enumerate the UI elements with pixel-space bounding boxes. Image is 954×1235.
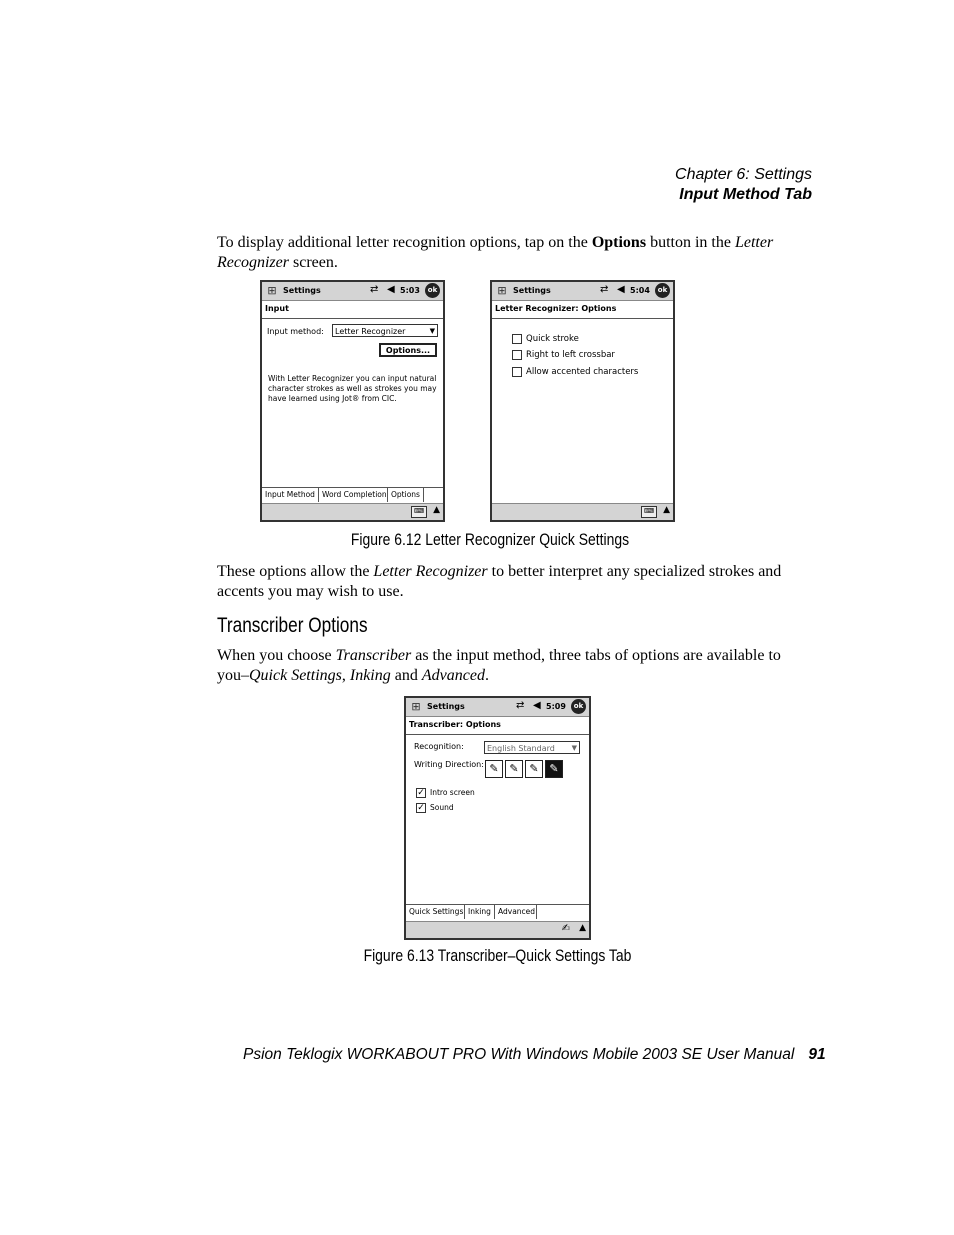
divider bbox=[492, 318, 673, 319]
body-paragraph: These options allow the Letter Recognizer to better interpret any specialized strokes and accents you may wish to use. bbox=[217, 563, 782, 600]
write-direction-1-icon[interactable]: ✎ bbox=[485, 760, 503, 778]
keyboard-icon[interactable]: ⌨ bbox=[641, 506, 657, 518]
title-text: Settings bbox=[513, 286, 551, 295]
dropdown-arrow-icon: ▼ bbox=[429, 327, 435, 335]
ok-button[interactable]: ok bbox=[571, 699, 586, 714]
clock: 5:04 bbox=[630, 286, 650, 295]
quick-stroke-label: Quick stroke bbox=[526, 334, 579, 344]
divider bbox=[262, 318, 443, 319]
connectivity-icon: ⇄ bbox=[370, 284, 379, 295]
connectivity-icon: ⇄ bbox=[516, 700, 525, 711]
right-to-left-crossbar-label: Right to left crossbar bbox=[526, 350, 615, 360]
options-button[interactable]: Options... bbox=[379, 343, 437, 357]
input-panel-arrow-icon[interactable]: ▲ bbox=[663, 505, 670, 515]
ok-button[interactable]: ok bbox=[425, 283, 440, 298]
input-method-dropdown[interactable] bbox=[332, 324, 438, 337]
intro-screen-checkbox[interactable]: ✓ bbox=[417, 788, 425, 798]
screenshot-letter-recognizer-options bbox=[490, 280, 675, 522]
title-bar bbox=[406, 698, 589, 717]
page-title: Letter Recognizer: Options bbox=[495, 304, 617, 313]
screenshot-transcriber-options bbox=[404, 696, 591, 940]
connectivity-icon: ⇄ bbox=[600, 284, 609, 295]
tab-advanced[interactable]: Advanced bbox=[495, 905, 537, 919]
allow-accented-label: Allow accented characters bbox=[526, 367, 639, 377]
title-text: Settings bbox=[283, 286, 321, 295]
sound-label: Sound bbox=[430, 803, 454, 812]
divider bbox=[406, 734, 589, 735]
windows-flag-icon: ⊞ bbox=[497, 284, 507, 297]
right-to-left-crossbar-checkbox[interactable] bbox=[512, 350, 522, 360]
speaker-icon: ◀ bbox=[533, 700, 541, 711]
dropdown-value: English Standard bbox=[487, 744, 555, 753]
section-heading: Transcriber Options bbox=[217, 614, 368, 637]
intro-paragraph: To display additional letter recognition options, tap on the Options button in the Letter Recognizer screen. bbox=[217, 234, 774, 271]
write-direction-4-icon[interactable]: ✎ bbox=[545, 760, 563, 778]
recognition-label: Recognition: bbox=[414, 742, 464, 751]
clock: 5:03 bbox=[400, 286, 420, 295]
figure-caption: Figure 6.13 Transcriber–Quick Settings Tab bbox=[363, 946, 632, 965]
tab-quick-settings[interactable]: Quick Settings bbox=[406, 905, 465, 919]
input-panel-arrow-icon[interactable]: ▲ bbox=[579, 923, 586, 933]
tab-inking[interactable]: Inking bbox=[465, 905, 495, 919]
tab-word-completion[interactable]: Word Completion bbox=[319, 488, 388, 502]
writing-direction-label: Writing Direction: bbox=[414, 760, 484, 769]
body-paragraph: When you choose Transcriber as the input method, three tabs of options are available to you–Quick Settings, Inking and Advanced. bbox=[217, 647, 781, 684]
write-direction-2-icon[interactable]: ✎ bbox=[505, 760, 523, 778]
dropdown-value: Letter Recognizer bbox=[335, 327, 406, 336]
command-bar bbox=[262, 503, 443, 520]
ok-button[interactable]: ok bbox=[655, 283, 670, 298]
tab-options[interactable]: Options bbox=[388, 488, 424, 502]
writing-direction-options bbox=[485, 760, 565, 778]
page-title: Input bbox=[265, 304, 289, 313]
speaker-icon: ◀ bbox=[617, 284, 625, 295]
page-footer bbox=[243, 1046, 826, 1064]
transcriber-pen-icon[interactable]: ✍ bbox=[561, 923, 571, 934]
command-bar bbox=[492, 503, 673, 520]
tab-strip bbox=[262, 487, 443, 502]
page-number: 91 bbox=[808, 1046, 826, 1063]
clock: 5:09 bbox=[546, 702, 566, 711]
screenshot-input-settings bbox=[260, 280, 445, 522]
description-text: With Letter Recognizer you can input natural character strokes as well as strokes you may have learned using Jot® from CIC. bbox=[268, 374, 437, 403]
windows-flag-icon: ⊞ bbox=[411, 700, 421, 713]
keyboard-icon[interactable]: ⌨ bbox=[411, 506, 427, 518]
recognition-dropdown[interactable] bbox=[484, 741, 580, 754]
manual-title: Psion Teklogix WORKABOUT PRO With Windows Mobile 2003 SE User Manual bbox=[243, 1046, 795, 1063]
section-header: Input Method Tab bbox=[679, 186, 812, 203]
sound-checkbox[interactable]: ✓ bbox=[417, 803, 425, 813]
allow-accented-checkbox[interactable] bbox=[512, 367, 522, 377]
tab-input-method[interactable]: Input Method bbox=[262, 488, 319, 502]
figure-caption: Figure 6.12 Letter Recognizer Quick Settings bbox=[350, 530, 630, 549]
input-method-label: Input method: bbox=[267, 327, 324, 336]
dropdown-arrow-icon: ▼ bbox=[571, 744, 577, 752]
title-text: Settings bbox=[427, 702, 465, 711]
page-title: Transcriber: Options bbox=[409, 720, 501, 729]
intro-screen-label: Intro screen bbox=[430, 788, 475, 797]
write-direction-3-icon[interactable]: ✎ bbox=[525, 760, 543, 778]
input-panel-arrow-icon[interactable]: ▲ bbox=[433, 505, 440, 515]
quick-stroke-checkbox[interactable] bbox=[512, 334, 522, 344]
title-bar bbox=[492, 282, 673, 301]
chapter-header: Chapter 6: Settings bbox=[675, 166, 812, 183]
command-bar bbox=[406, 921, 589, 938]
speaker-icon: ◀ bbox=[387, 284, 395, 295]
tab-strip bbox=[406, 904, 589, 919]
title-bar bbox=[262, 282, 443, 301]
windows-flag-icon: ⊞ bbox=[267, 284, 277, 297]
